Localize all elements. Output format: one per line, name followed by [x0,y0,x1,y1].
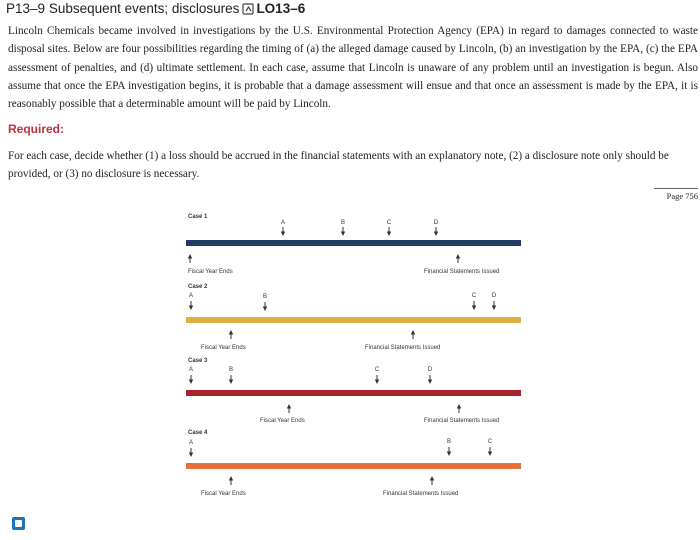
problem-number: P13–9 [6,1,46,16]
fiscal-year-end-label: Fiscal Year Ends [188,269,233,275]
case-label: Case 4 [188,430,208,436]
event-label: B [340,220,346,226]
required-heading: Required: [8,122,65,136]
event-label: B [228,367,234,373]
case-label: Case 1 [188,214,208,220]
page-reference: Page 756 [654,188,698,201]
event-label: D [433,220,439,226]
event-label: A [280,220,286,226]
instruction-text: For each case, decide whether (1) a loss should be accrued in the financial statements with an explanatory note, (2) a disclosure note only should be provided, or (3) no disclosure is necessary. [8,150,669,180]
event-label: B [262,294,268,300]
case-3-timeline [186,358,521,424]
event-label: C [374,367,380,373]
case-3-bar [186,390,521,396]
case-4-timeline [186,430,521,497]
case-1-bar [186,240,521,246]
statements-issued-label: Financial Statements Issued [424,418,500,424]
statements-issued-label: Financial Statements Issued [383,491,459,497]
case-2-bar [186,317,521,323]
event-label: B [446,439,452,445]
fiscal-year-end-label: Fiscal Year Ends [201,345,246,351]
event-label: D [427,367,433,373]
mobile-view-icon[interactable] [12,517,25,530]
learning-objective: LO13–6 [256,1,306,16]
event-label: A [188,440,194,446]
case-label: Case 2 [188,284,208,290]
event-label: A [188,367,194,373]
case-2-timeline [186,284,521,351]
case-label: Case 3 [188,358,208,364]
fiscal-year-end-label: Fiscal Year Ends [201,491,246,497]
problem-description: Lincoln Chemicals became involved in investigations by the U.S. Environmental Protection Agency (EPA) in regard to damages connected to waste disposal sites. Below are four possibilities regarding the timing of (a) the alleged damage caused by Lincoln, (b) an investigation by the EPA, (c) the EPA assessment of penalties, and (d) ultimate settlement. In each case, assume that Lincoln is unaware of any problem until an investigation is begun. Also assume that once the EPA investigation begins, it is probable that a damage assessment will ensue and that once an assessment is made by the EPA, it is reasonably possible that a determinable amount will be paid by Lincoln. [8,25,698,111]
event-label: C [471,293,477,299]
statements-issued-label: Financial Statements Issued [365,345,441,351]
event-label: C [386,220,392,226]
fiscal-year-end-label: Fiscal Year Ends [260,418,305,424]
statements-issued-label: Financial Statements Issued [424,269,500,275]
case-4-bar [186,463,521,469]
case-1-timeline [186,214,521,275]
event-label: D [491,293,497,299]
event-label: C [487,439,493,445]
event-label: A [188,293,194,299]
problem-title: Subsequent events; disclosures [48,1,240,16]
